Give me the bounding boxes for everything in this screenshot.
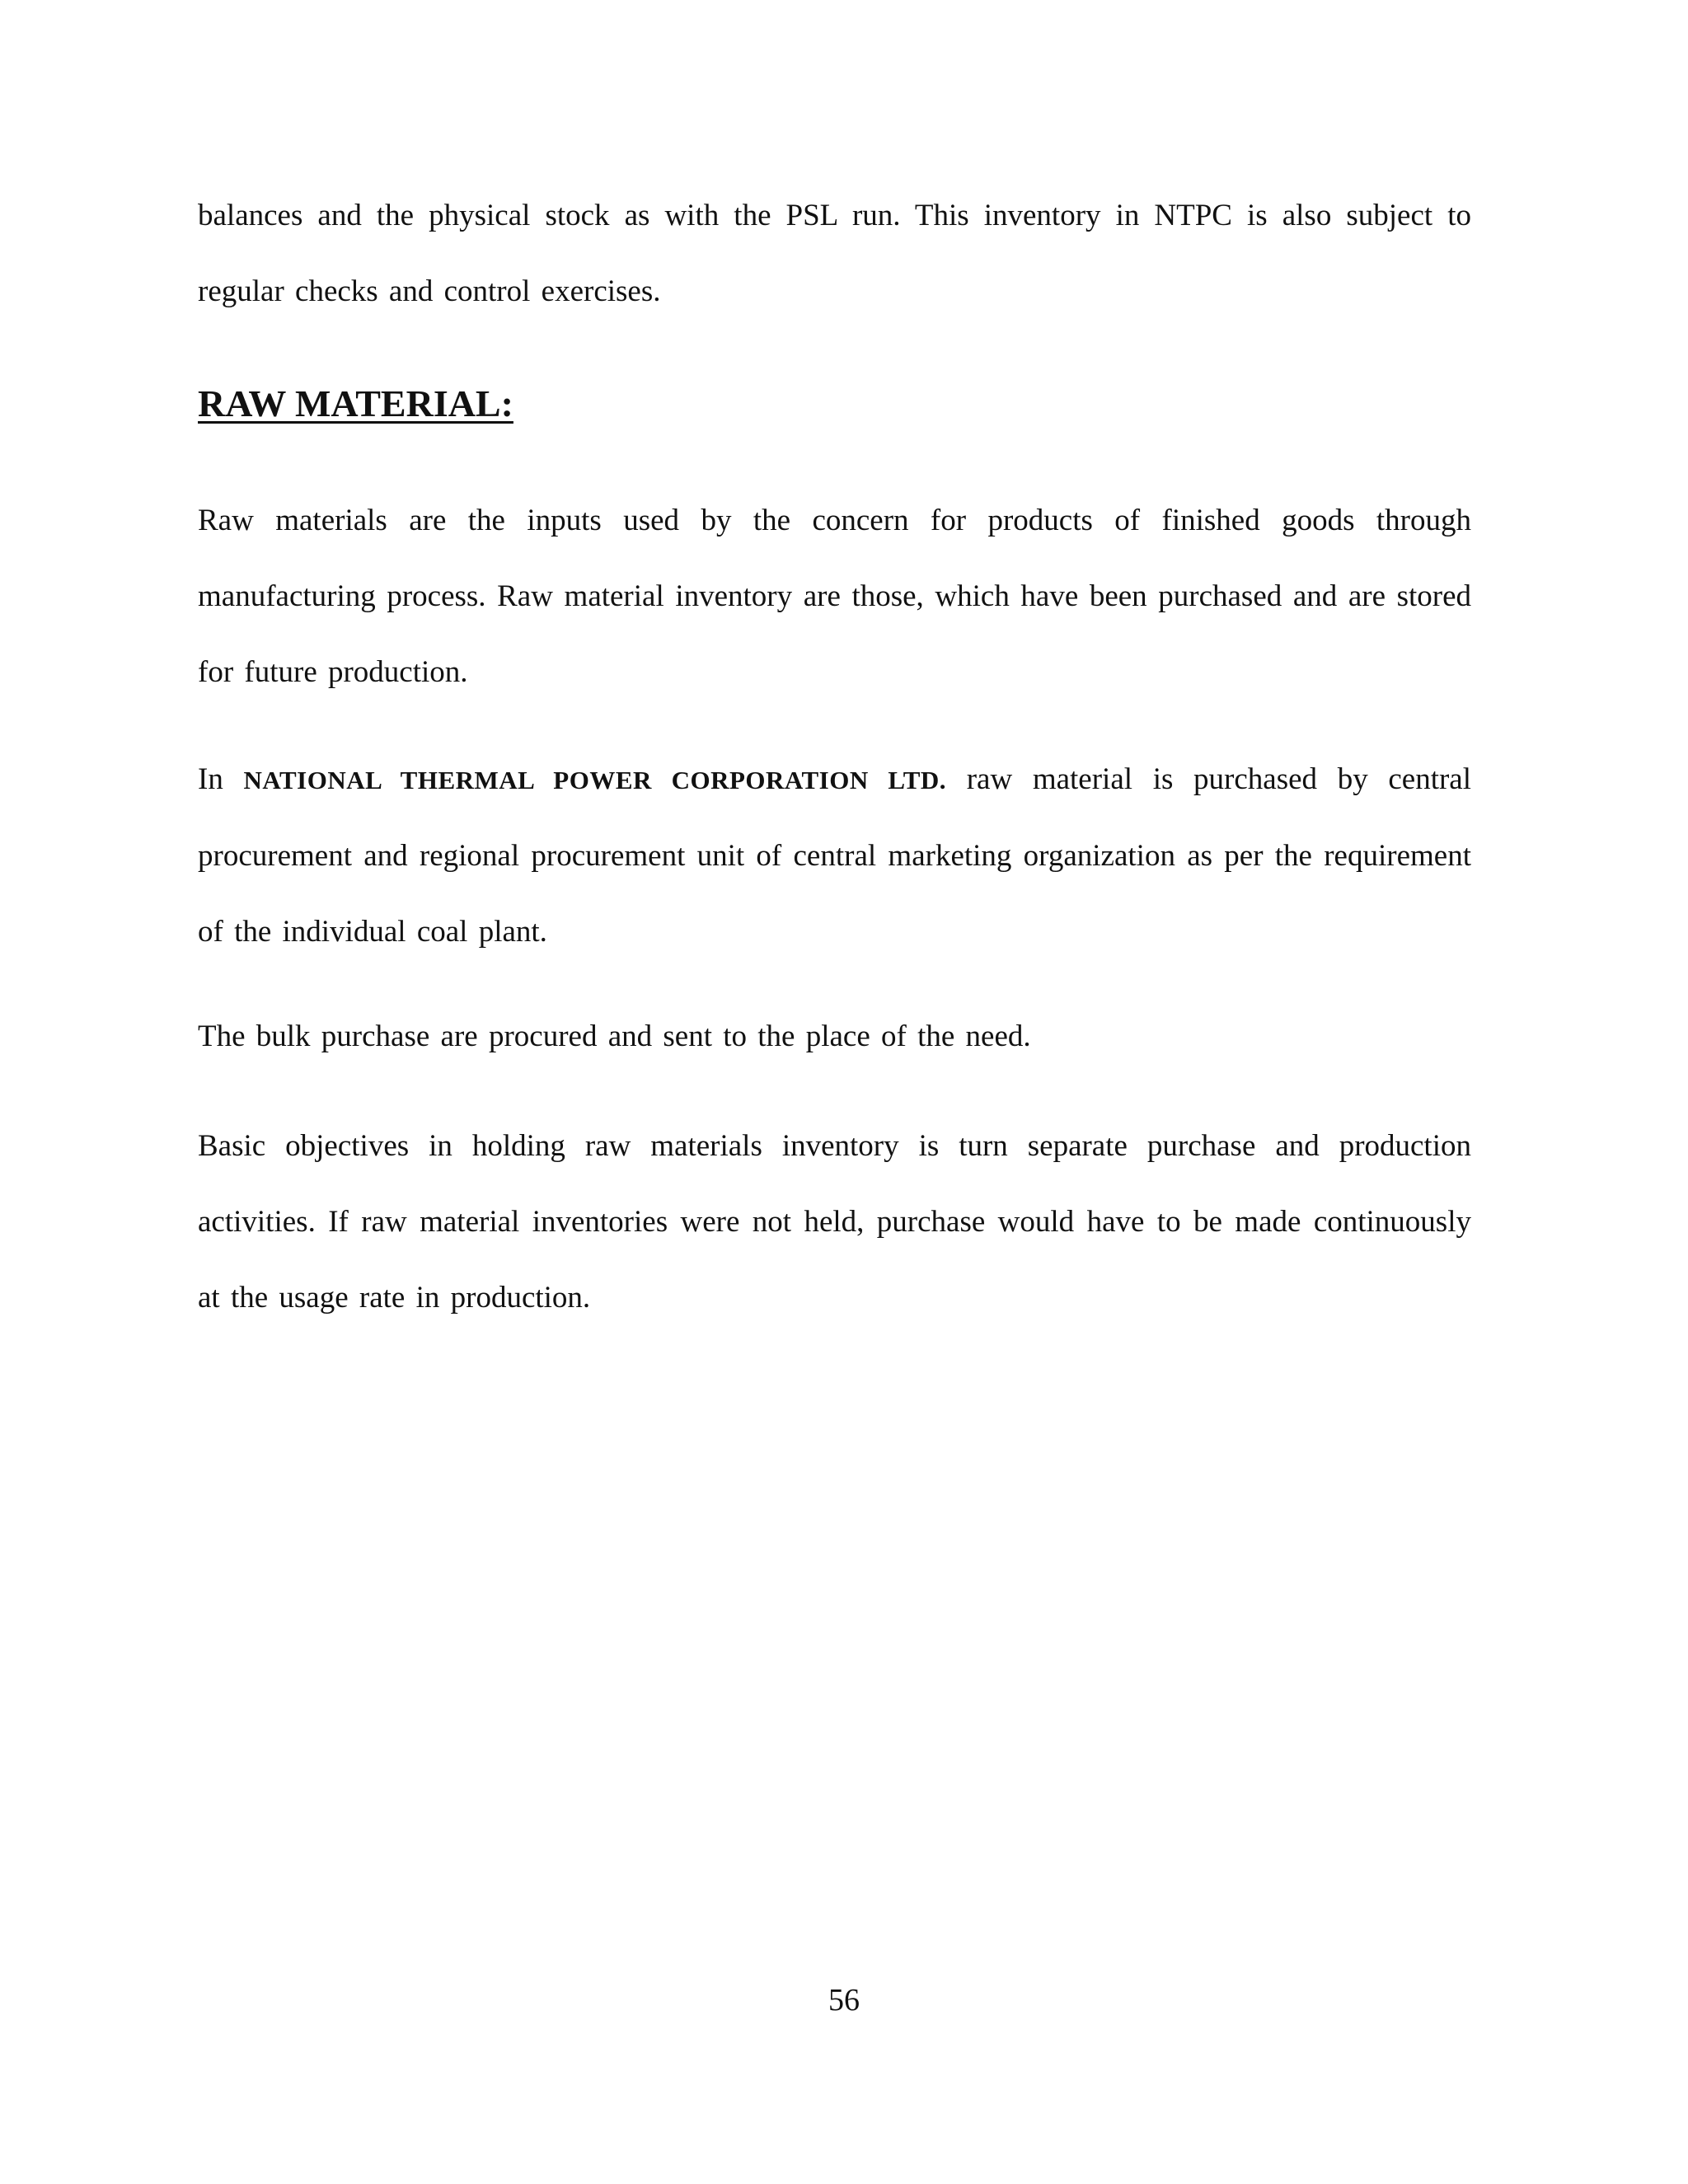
paragraph-ntpc-procurement [198,742,1471,970]
paragraph-basic-objectives: Basic objectives in holding raw materials inventory is turn separate purchase and production activities. If raw material inventories were not held, purchase would have to be made continuously at the usage rate in production. [198,1129,1471,1315]
section-heading-raw-material: RAW MATERIAL: [198,382,513,424]
paragraph-bulk-purchase: The bulk purchase are procured and sent to the place of the need. [198,1019,1031,1053]
paragraph-raw-materials-definition: Raw materials are the inputs used by the concern for products of finished goods through manufacturing process. Raw material inventory are those, which have been purchased and are stored for future production. [198,504,1471,689]
paragraph-prefix: In [198,762,223,796]
organization-name: NATIONAL THERMAL POWER CORPORATION LTD. [243,766,947,794]
paragraph-inventory-checks: balances and the physical stock as with the PSL run. This inventory in NTPC is also subject to regular checks and control exercises. [198,199,1471,308]
page-number: 56 [828,1983,860,2018]
paragraph-suffix: raw material is purchased by central procurement and regional procurement unit of central marketing organization as per the requirement of the individual coal plant. [198,762,1471,949]
